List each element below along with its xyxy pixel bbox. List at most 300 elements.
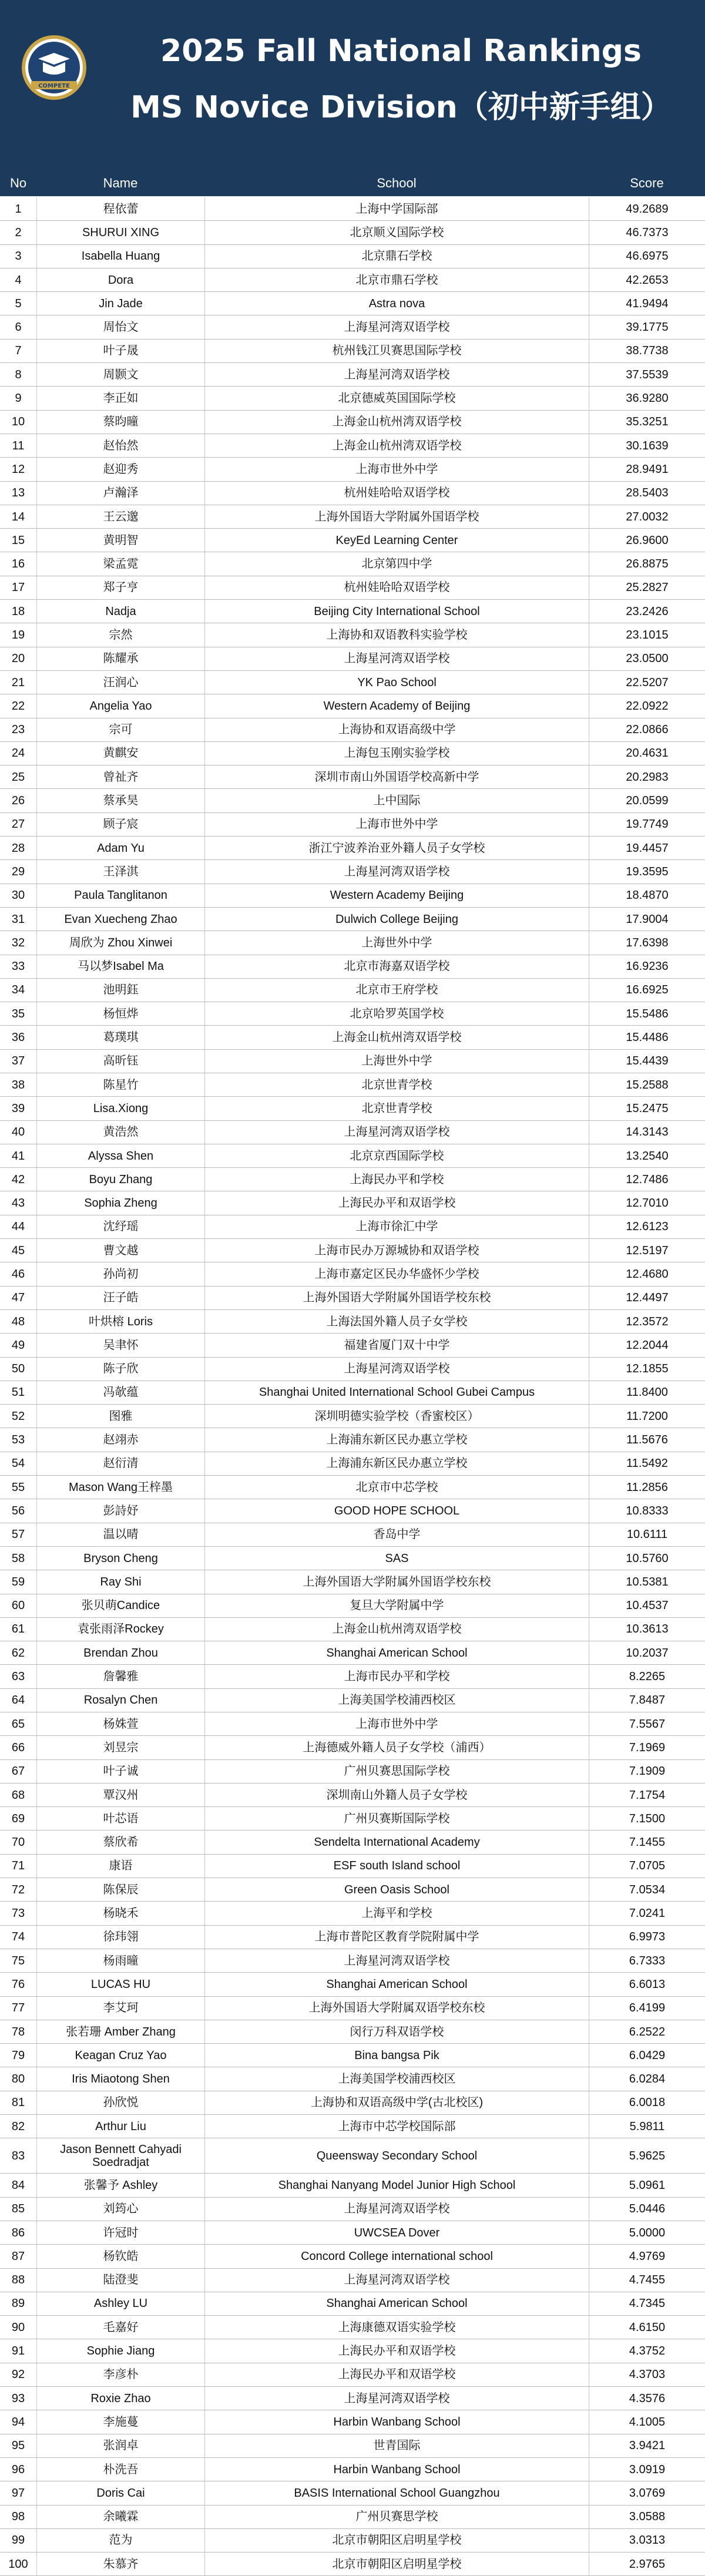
rank-cell: 83 xyxy=(11,2149,25,2162)
name-cell: Keagan Cruz Yao xyxy=(36,2044,204,2067)
name-cell: 卢瀚泽 xyxy=(36,482,204,505)
school-cell: 深圳明德实验学校（香蜜校区） xyxy=(204,1405,589,1428)
score-cell: 4.3576 xyxy=(589,2387,705,2410)
score-cell: 42.2653 xyxy=(589,268,705,291)
school-cell: 杭州钱江贝赛思国际学校 xyxy=(204,340,589,362)
school-cell: 杭州娃哈哈双语学校 xyxy=(204,482,589,505)
rank-cell: 96 xyxy=(11,2463,25,2476)
rank-cell: 24 xyxy=(11,747,25,760)
score-cell: 6.2522 xyxy=(589,2020,705,2043)
name-cell: 李艾珂 xyxy=(36,1997,204,2020)
table-row xyxy=(0,1712,705,1736)
rank-cell: 49 xyxy=(11,1338,25,1352)
score-cell: 12.4497 xyxy=(589,1287,705,1309)
table-row xyxy=(0,1073,705,1097)
name-cell: Brendan Zhou xyxy=(36,1641,204,1664)
score-cell: 12.5197 xyxy=(589,1239,705,1262)
table-row xyxy=(0,2387,705,2410)
rank-cell: 42 xyxy=(11,1173,25,1186)
school-cell: 上海美国学校浦西校区 xyxy=(204,2067,589,2090)
table-row xyxy=(0,931,705,955)
rank-cell: 64 xyxy=(11,1694,25,1707)
table-row xyxy=(0,1594,705,1618)
score-cell: 19.7749 xyxy=(589,813,705,836)
school-cell: 上海平和学校 xyxy=(204,1902,589,1925)
table-row xyxy=(0,600,705,623)
rank-cell: 94 xyxy=(11,2415,25,2429)
table-row xyxy=(0,458,705,481)
rank-cell: 76 xyxy=(11,1977,25,1991)
score-cell: 2.9765 xyxy=(589,2553,705,2575)
score-cell: 16.9236 xyxy=(589,955,705,978)
rank-cell: 75 xyxy=(11,1954,25,1967)
page-title-line1: 2025 Fall National Rankings xyxy=(160,33,642,69)
table-row xyxy=(0,1452,705,1476)
name-cell: 杨钦皓 xyxy=(36,2245,204,2268)
name-cell: Roxie Zhao xyxy=(36,2387,204,2410)
school-cell: Harbin Wanbang School xyxy=(204,2410,589,2433)
score-cell: 12.6123 xyxy=(589,1215,705,1238)
school-cell: 上海星河湾双语学校 xyxy=(204,2269,589,2292)
name-cell: 刘筠心 xyxy=(36,2198,204,2221)
table-row xyxy=(0,1855,705,1878)
table-row xyxy=(0,2198,705,2221)
score-cell: 46.7373 xyxy=(589,221,705,244)
score-cell: 17.9004 xyxy=(589,908,705,931)
table-row xyxy=(0,1405,705,1428)
table-row xyxy=(0,1784,705,1807)
name-cell: 张贝萌Candice xyxy=(36,1594,204,1617)
school-cell: 上海星河湾双语学校 xyxy=(204,1358,589,1381)
school-cell: 闵行万科双语学校 xyxy=(204,2020,589,2043)
name-cell: Nadja xyxy=(36,600,204,623)
school-cell: 广州贝赛思国际学校 xyxy=(204,1760,589,1783)
school-cell: 上海外国语大学附属外国语学校东校 xyxy=(204,1287,589,1309)
school-cell: 上海金山杭州湾双语学校 xyxy=(204,1618,589,1641)
rank-cell: 81 xyxy=(11,2096,25,2110)
name-cell: 张若珊 Amber Zhang xyxy=(36,2020,204,2043)
table-row xyxy=(0,789,705,812)
name-cell: 叶芯语 xyxy=(36,1807,204,1830)
score-cell: 36.9280 xyxy=(589,387,705,409)
school-cell: 福建省厦门双十中学 xyxy=(204,1334,589,1356)
rank-cell: 36 xyxy=(11,1031,25,1044)
name-cell: 徐玮翎 xyxy=(36,1926,204,1949)
name-cell: LUCAS HU xyxy=(36,1973,204,1996)
table-row xyxy=(0,2138,705,2174)
table-row xyxy=(0,1121,705,1144)
table-row xyxy=(0,2553,705,2576)
score-cell: 26.8875 xyxy=(589,552,705,575)
rank-cell: 98 xyxy=(11,2510,25,2524)
score-cell: 4.3752 xyxy=(589,2339,705,2362)
school-cell: 上海外国语大学附属外国语学校东校 xyxy=(204,1570,589,1593)
name-cell: Adam Yu xyxy=(36,837,204,859)
name-cell: 叶子诚 xyxy=(36,1760,204,1783)
score-cell: 15.4439 xyxy=(589,1050,705,1073)
name-cell: 袁张雨泽Rockey xyxy=(36,1618,204,1641)
score-cell: 3.0769 xyxy=(589,2481,705,2504)
rank-cell: 57 xyxy=(11,1528,25,1541)
school-cell: 上海德威外籍人员子女学校（浦西） xyxy=(204,1736,589,1759)
school-cell: ESF south Island school xyxy=(204,1855,589,1878)
name-cell: 图雅 xyxy=(36,1405,204,1428)
score-cell: 4.9769 xyxy=(589,2245,705,2268)
score-cell: 4.1005 xyxy=(589,2410,705,2433)
score-cell: 15.2588 xyxy=(589,1073,705,1096)
table-row xyxy=(0,2410,705,2434)
rank-cell: 67 xyxy=(11,1765,25,1778)
table-row xyxy=(0,1736,705,1759)
rank-cell: 6 xyxy=(15,321,22,334)
table-row xyxy=(0,742,705,765)
name-cell: Lisa.Xiong xyxy=(36,1097,204,1120)
table-row xyxy=(0,1547,705,1570)
rank-cell: 25 xyxy=(11,770,25,784)
score-cell: 10.6111 xyxy=(589,1523,705,1546)
rank-cell: 4 xyxy=(15,273,22,287)
name-cell: 赵怡然 xyxy=(36,434,204,457)
rank-cell: 45 xyxy=(11,1244,25,1257)
score-cell: 18.4870 xyxy=(589,884,705,907)
table-row xyxy=(0,1499,705,1523)
column-header-no: No xyxy=(9,176,27,190)
rank-cell: 47 xyxy=(11,1291,25,1305)
school-cell: Shanghai Nanyang Model Junior High School xyxy=(204,2174,589,2197)
rank-cell: 7 xyxy=(15,344,22,358)
rank-cell: 65 xyxy=(11,1717,25,1731)
table-row xyxy=(0,1050,705,1073)
school-cell: 上海市民办平和学校 xyxy=(204,1665,589,1688)
name-cell: 张润卓 xyxy=(36,2434,204,2457)
table-row xyxy=(0,411,705,434)
table-row xyxy=(0,1902,705,1925)
score-cell: 37.5539 xyxy=(589,363,705,386)
score-cell: 17.6398 xyxy=(589,931,705,954)
rank-cell: 40 xyxy=(11,1126,25,1139)
name-cell: Angelia Yao xyxy=(36,694,204,717)
rank-cell: 74 xyxy=(11,1930,25,1944)
table-row xyxy=(0,340,705,363)
school-cell: 广州贝赛思学校 xyxy=(204,2506,589,2528)
name-cell: Rosalyn Chen xyxy=(36,1689,204,1712)
table-row xyxy=(0,1144,705,1168)
school-cell: 上海星河湾双语学校 xyxy=(204,2198,589,2221)
school-cell: 上海星河湾双语学校 xyxy=(204,1121,589,1144)
school-cell: 上海浦东新区民办惠立学校 xyxy=(204,1452,589,1475)
school-cell: 北京哈罗英国学校 xyxy=(204,1002,589,1025)
school-cell: 上海星河湾双语学校 xyxy=(204,2387,589,2410)
table-row xyxy=(0,552,705,576)
rank-cell: 82 xyxy=(11,2120,25,2133)
score-cell: 4.3703 xyxy=(589,2363,705,2386)
score-cell: 14.3143 xyxy=(589,1121,705,1144)
school-cell: 上海民办平和双语学校 xyxy=(204,2363,589,2386)
rank-cell: 91 xyxy=(11,2345,25,2358)
rank-cell: 17 xyxy=(11,581,25,595)
school-cell: 北京顺义国际学校 xyxy=(204,221,589,244)
school-cell: 北京市鼎石学校 xyxy=(204,268,589,291)
score-cell: 7.1754 xyxy=(589,1784,705,1806)
school-cell: 上海世外中学 xyxy=(204,1050,589,1073)
score-cell: 20.4631 xyxy=(589,742,705,765)
rank-cell: 97 xyxy=(11,2486,25,2500)
table-row xyxy=(0,482,705,505)
rank-cell: 33 xyxy=(11,960,25,973)
score-cell: 5.0000 xyxy=(589,2221,705,2244)
table-row xyxy=(0,1097,705,1120)
score-cell: 12.7010 xyxy=(589,1191,705,1214)
table-row xyxy=(0,268,705,292)
school-cell: KeyEd Learning Center xyxy=(204,529,589,552)
school-cell: 上海市世外中学 xyxy=(204,1712,589,1735)
name-cell: 孙尚初 xyxy=(36,1262,204,1285)
name-cell: 朱慕齐 xyxy=(36,2553,204,2575)
score-cell: 35.3251 xyxy=(589,411,705,434)
table-row xyxy=(0,647,705,671)
score-cell: 39.1775 xyxy=(589,315,705,338)
score-cell: 13.2540 xyxy=(589,1144,705,1167)
score-cell: 27.0032 xyxy=(589,505,705,528)
rank-cell: 34 xyxy=(11,983,25,997)
table-row xyxy=(0,2044,705,2067)
school-cell: 香岛中学 xyxy=(204,1523,589,1546)
school-cell: 上海包玉刚实验学校 xyxy=(204,742,589,765)
name-cell: 杨恒烨 xyxy=(36,1002,204,1025)
rank-cell: 99 xyxy=(11,2534,25,2547)
score-cell: 15.4486 xyxy=(589,1026,705,1049)
school-cell: 北京世青学校 xyxy=(204,1073,589,1096)
page-title-line2: MS Novice Division（初中新手组） xyxy=(130,90,672,125)
rank-cell: 88 xyxy=(11,2273,25,2287)
name-cell: 黄明智 xyxy=(36,529,204,552)
table-header xyxy=(0,170,705,196)
table-row xyxy=(0,1831,705,1854)
name-cell: 陆澄斐 xyxy=(36,2269,204,2292)
score-cell: 10.4537 xyxy=(589,1594,705,1617)
school-cell: 深圳南山外籍人员子女学校 xyxy=(204,1784,589,1806)
school-cell: 上海康德双语实验学校 xyxy=(204,2316,589,2339)
score-cell: 3.0313 xyxy=(589,2529,705,2552)
rank-cell: 87 xyxy=(11,2249,25,2263)
rank-cell: 30 xyxy=(11,889,25,902)
score-cell: 11.2856 xyxy=(589,1476,705,1499)
table-row xyxy=(0,623,705,647)
name-cell: Paula Tanglitanon xyxy=(36,884,204,907)
name-cell: 黄麒安 xyxy=(36,742,204,765)
name-cell: 汪子皓 xyxy=(36,1287,204,1309)
rank-cell: 86 xyxy=(11,2226,25,2239)
school-cell: 上海市世外中学 xyxy=(204,813,589,836)
school-cell: 世青国际 xyxy=(204,2434,589,2457)
name-cell: 余曦霖 xyxy=(36,2506,204,2528)
name-cell: 叶子晟 xyxy=(36,340,204,362)
rank-cell: 73 xyxy=(11,1907,25,1920)
column-header-score: Score xyxy=(630,176,664,190)
rank-cell: 16 xyxy=(11,557,25,571)
name-cell: 叶烘榕 Loris xyxy=(36,1310,204,1333)
table-row xyxy=(0,694,705,718)
score-cell: 22.5207 xyxy=(589,671,705,694)
table-row xyxy=(0,2269,705,2292)
name-cell: 刘昱宗 xyxy=(36,1736,204,1759)
school-cell: BASIS International School Guangzhou xyxy=(204,2481,589,2504)
table-row xyxy=(0,292,705,315)
name-cell: 康语 xyxy=(36,1855,204,1878)
school-cell: 上海民办平和双语学校 xyxy=(204,1191,589,1214)
name-cell: Dora xyxy=(36,268,204,291)
score-cell: 23.1015 xyxy=(589,623,705,646)
school-cell: 上中国际 xyxy=(204,789,589,812)
rankings-table xyxy=(0,197,705,2576)
table-row xyxy=(0,363,705,387)
rank-cell: 100 xyxy=(8,2557,28,2571)
rank-cell: 62 xyxy=(11,1646,25,1660)
name-cell: SHURUI XING xyxy=(36,221,204,244)
table-row xyxy=(0,2316,705,2339)
school-cell: Green Oasis School xyxy=(204,1878,589,1901)
score-cell: 15.5486 xyxy=(589,1002,705,1025)
name-cell: 高昕钰 xyxy=(36,1050,204,1073)
name-cell: 李彦朴 xyxy=(36,2363,204,2386)
rank-cell: 31 xyxy=(11,912,25,926)
name-cell: 周怡文 xyxy=(36,315,204,338)
school-cell: UWCSEA Dover xyxy=(204,2221,589,2244)
school-cell: Queensway Secondary School xyxy=(204,2138,589,2173)
name-cell: Isabella Huang xyxy=(36,245,204,268)
score-cell: 11.5492 xyxy=(589,1452,705,1475)
score-cell: 12.7486 xyxy=(589,1168,705,1191)
name-cell: Jason Bennett Cahyadi Soedradjat xyxy=(36,2138,204,2173)
rank-cell: 2 xyxy=(15,226,22,239)
table-row xyxy=(0,1760,705,1784)
name-cell: 顾子宸 xyxy=(36,813,204,836)
school-cell: 上海市世外中学 xyxy=(204,458,589,481)
school-cell: Sendelta International Academy xyxy=(204,1831,589,1853)
score-cell: 23.0500 xyxy=(589,647,705,670)
table-row xyxy=(0,2221,705,2245)
score-cell: 7.1909 xyxy=(589,1760,705,1783)
score-cell: 10.5381 xyxy=(589,1570,705,1593)
name-cell: 葛璞琪 xyxy=(36,1026,204,1049)
school-cell: 上海世外中学 xyxy=(204,931,589,954)
score-cell: 7.0241 xyxy=(589,1902,705,1925)
score-cell: 30.1639 xyxy=(589,434,705,457)
score-cell: 19.3595 xyxy=(589,860,705,883)
name-cell: 蔡昀曈 xyxy=(36,411,204,434)
school-cell: Astra nova xyxy=(204,292,589,315)
table-row xyxy=(0,1689,705,1712)
rank-cell: 8 xyxy=(15,368,22,381)
table-row xyxy=(0,1381,705,1405)
rank-cell: 32 xyxy=(11,936,25,949)
rank-cell: 37 xyxy=(11,1054,25,1068)
score-cell: 6.6013 xyxy=(589,1973,705,1996)
table-row xyxy=(0,529,705,552)
column-header-name: Name xyxy=(103,176,138,190)
rank-cell: 21 xyxy=(11,676,25,689)
table-row xyxy=(0,1428,705,1452)
rank-cell: 10 xyxy=(11,415,25,429)
score-cell: 12.3572 xyxy=(589,1310,705,1333)
name-cell: 彭詩妤 xyxy=(36,1499,204,1522)
name-cell: Doris Cai xyxy=(36,2481,204,2504)
rank-cell: 80 xyxy=(11,2073,25,2086)
table-row xyxy=(0,1878,705,1902)
rank-cell: 15 xyxy=(11,533,25,547)
school-cell: Shanghai American School xyxy=(204,1641,589,1664)
table-row xyxy=(0,221,705,244)
school-cell: 北京德威英国国际学校 xyxy=(204,387,589,409)
rank-cell: 59 xyxy=(11,1575,25,1588)
table-row xyxy=(0,1334,705,1357)
name-cell: 陈保辰 xyxy=(36,1878,204,1901)
score-cell: 6.0429 xyxy=(589,2044,705,2067)
score-cell: 6.0284 xyxy=(589,2067,705,2090)
rank-cell: 38 xyxy=(11,1078,25,1091)
score-cell: 15.2475 xyxy=(589,1097,705,1120)
name-cell: 马以梦Isabel Ma xyxy=(36,955,204,978)
school-cell: 北京鼎石学校 xyxy=(204,245,589,268)
table-row xyxy=(0,1523,705,1547)
score-cell: 6.4199 xyxy=(589,1997,705,2020)
score-cell: 4.7455 xyxy=(589,2269,705,2292)
rank-cell: 48 xyxy=(11,1315,25,1328)
rank-cell: 22 xyxy=(11,699,25,713)
score-cell: 11.5676 xyxy=(589,1428,705,1451)
score-cell: 5.9625 xyxy=(589,2138,705,2173)
rank-cell: 29 xyxy=(11,865,25,878)
score-cell: 10.5760 xyxy=(589,1547,705,1570)
rank-cell: 20 xyxy=(11,652,25,666)
table-row xyxy=(0,1618,705,1641)
score-cell: 38.7738 xyxy=(589,340,705,362)
score-cell: 12.4680 xyxy=(589,1262,705,1285)
table-row xyxy=(0,1026,705,1049)
rank-cell: 85 xyxy=(11,2202,25,2216)
score-cell: 8.2265 xyxy=(589,1665,705,1688)
table-row xyxy=(0,2363,705,2387)
score-cell: 7.1969 xyxy=(589,1736,705,1759)
table-row xyxy=(0,2245,705,2268)
table-row xyxy=(0,1168,705,1191)
school-cell: 杭州娃哈哈双语学校 xyxy=(204,576,589,599)
score-cell: 11.7200 xyxy=(589,1405,705,1428)
score-cell: 10.2037 xyxy=(589,1641,705,1664)
score-cell: 4.7345 xyxy=(589,2292,705,2315)
score-cell: 10.8333 xyxy=(589,1499,705,1522)
score-cell: 49.2689 xyxy=(589,197,705,220)
name-cell: 孙欣悦 xyxy=(36,2091,204,2114)
table-row xyxy=(0,1310,705,1334)
rank-cell: 56 xyxy=(11,1504,25,1517)
score-cell: 12.1855 xyxy=(589,1358,705,1381)
name-cell: 程依蕾 xyxy=(36,197,204,220)
name-cell: 朴洗吾 xyxy=(36,2458,204,2481)
score-cell: 23.2426 xyxy=(589,600,705,623)
name-cell: 赵衍清 xyxy=(36,1452,204,1475)
rank-cell: 46 xyxy=(11,1268,25,1281)
school-cell: 上海星河湾双语学校 xyxy=(204,1949,589,1972)
name-cell: Ashley LU xyxy=(36,2292,204,2315)
column-header-school: School xyxy=(377,176,417,190)
score-cell: 16.6925 xyxy=(589,979,705,1002)
rank-cell: 69 xyxy=(11,1812,25,1825)
name-cell: 周欣为 Zhou Xinwei xyxy=(36,931,204,954)
rank-cell: 61 xyxy=(11,1623,25,1636)
rank-cell: 27 xyxy=(11,818,25,831)
name-cell: 周颢文 xyxy=(36,363,204,386)
